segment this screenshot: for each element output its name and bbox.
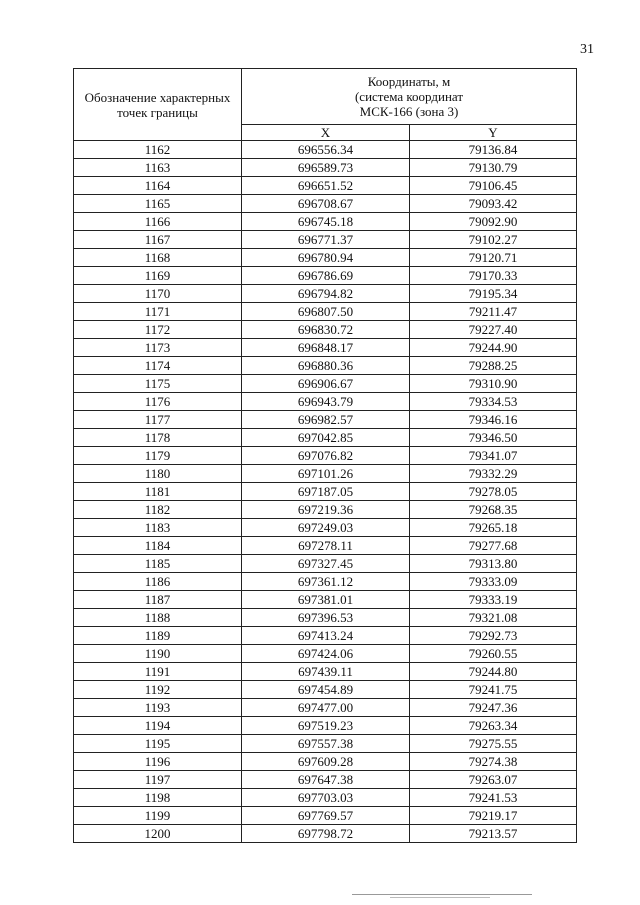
table-row	[74, 321, 577, 339]
table-row	[74, 195, 577, 213]
cell-x: 696794.82	[242, 285, 410, 303]
cell-point: 1180	[74, 465, 242, 483]
table-row	[74, 717, 577, 735]
table-row	[74, 825, 577, 843]
cell-y: 79247.36	[410, 699, 577, 717]
cell-y: 79093.42	[410, 195, 577, 213]
cell-point: 1173	[74, 339, 242, 357]
cell-x: 697477.00	[242, 699, 410, 717]
cell-point: 1164	[74, 177, 242, 195]
table-row	[74, 753, 577, 771]
cell-y: 79213.57	[410, 825, 577, 843]
header-coordinates	[242, 69, 577, 125]
cell-y: 79313.80	[410, 555, 577, 573]
bottom-rule-secondary	[390, 897, 490, 898]
cell-y: 79275.55	[410, 735, 577, 753]
cell-point: 1172	[74, 321, 242, 339]
cell-point: 1162	[74, 141, 242, 159]
cell-point: 1170	[74, 285, 242, 303]
table-row	[74, 249, 577, 267]
coordinates-table	[73, 68, 577, 843]
cell-y: 79346.50	[410, 429, 577, 447]
cell-y: 79333.19	[410, 591, 577, 609]
cell-y: 79219.17	[410, 807, 577, 825]
table-row	[74, 357, 577, 375]
cell-point: 1182	[74, 501, 242, 519]
table-row	[74, 159, 577, 177]
cell-y: 79106.45	[410, 177, 577, 195]
cell-point: 1171	[74, 303, 242, 321]
cell-y: 79346.16	[410, 411, 577, 429]
header-x: X	[242, 124, 410, 140]
table-row	[74, 177, 577, 195]
table-row	[74, 339, 577, 357]
cell-point: 1177	[74, 411, 242, 429]
cell-y: 79268.35	[410, 501, 577, 519]
table-row	[74, 231, 577, 249]
cell-y: 79263.34	[410, 717, 577, 735]
table-row	[74, 591, 577, 609]
table-row	[74, 627, 577, 645]
table-row	[74, 429, 577, 447]
cell-y: 79195.34	[410, 285, 577, 303]
cell-point: 1196	[74, 753, 242, 771]
cell-x: 697769.57	[242, 807, 410, 825]
cell-x: 696830.72	[242, 321, 410, 339]
cell-point: 1174	[74, 357, 242, 375]
cell-point: 1193	[74, 699, 242, 717]
cell-y: 79211.47	[410, 303, 577, 321]
cell-x: 696880.36	[242, 357, 410, 375]
cell-x: 697439.11	[242, 663, 410, 681]
cell-y: 79102.27	[410, 231, 577, 249]
cell-x: 697101.26	[242, 465, 410, 483]
cell-x: 697703.03	[242, 789, 410, 807]
cell-x: 696771.37	[242, 231, 410, 249]
cell-point: 1186	[74, 573, 242, 591]
table-row	[74, 375, 577, 393]
cell-y: 79241.53	[410, 789, 577, 807]
page-number: 31	[580, 42, 594, 57]
cell-x: 696589.73	[242, 159, 410, 177]
cell-y: 79260.55	[410, 645, 577, 663]
cell-point: 1175	[74, 375, 242, 393]
cell-x: 696708.67	[242, 195, 410, 213]
bottom-rule	[352, 894, 532, 895]
header-y: Y	[410, 124, 577, 140]
table-row	[74, 141, 577, 159]
cell-point: 1181	[74, 483, 242, 501]
table-row	[74, 447, 577, 465]
cell-x: 697413.24	[242, 627, 410, 645]
cell-point: 1185	[74, 555, 242, 573]
table-row	[74, 303, 577, 321]
cell-y: 79278.05	[410, 483, 577, 501]
cell-point: 1199	[74, 807, 242, 825]
cell-x: 697187.05	[242, 483, 410, 501]
cell-point: 1167	[74, 231, 242, 249]
cell-y: 79321.08	[410, 609, 577, 627]
cell-x: 697219.36	[242, 501, 410, 519]
cell-x: 697042.85	[242, 429, 410, 447]
cell-point: 1187	[74, 591, 242, 609]
table-row	[74, 537, 577, 555]
table-row	[74, 789, 577, 807]
cell-point: 1183	[74, 519, 242, 537]
cell-x: 697454.89	[242, 681, 410, 699]
cell-y: 79130.79	[410, 159, 577, 177]
header-point-label: Обозначение характерных точек границы	[74, 69, 242, 141]
cell-y: 79333.09	[410, 573, 577, 591]
cell-y: 79274.38	[410, 753, 577, 771]
cell-point: 1197	[74, 771, 242, 789]
cell-x: 697278.11	[242, 537, 410, 555]
table-row	[74, 213, 577, 231]
cell-x: 697381.01	[242, 591, 410, 609]
table-row	[74, 807, 577, 825]
cell-x: 697609.28	[242, 753, 410, 771]
table-body	[74, 141, 577, 843]
cell-y: 79244.80	[410, 663, 577, 681]
header-coords-line2: (система координат	[354, 88, 464, 104]
cell-y: 79244.90	[410, 339, 577, 357]
cell-x: 696943.79	[242, 393, 410, 411]
table-row	[74, 501, 577, 519]
cell-y: 79227.40	[410, 321, 577, 339]
cell-x: 697647.38	[242, 771, 410, 789]
cell-x: 697076.82	[242, 447, 410, 465]
cell-x: 696848.17	[242, 339, 410, 357]
table-row	[74, 609, 577, 627]
cell-x: 697557.38	[242, 735, 410, 753]
cell-y: 79332.29	[410, 465, 577, 483]
cell-x: 696786.69	[242, 267, 410, 285]
cell-x: 696780.94	[242, 249, 410, 267]
cell-x: 696807.50	[242, 303, 410, 321]
cell-point: 1163	[74, 159, 242, 177]
cell-point: 1184	[74, 537, 242, 555]
cell-x: 696556.34	[242, 141, 410, 159]
cell-point: 1198	[74, 789, 242, 807]
cell-point: 1191	[74, 663, 242, 681]
cell-point: 1192	[74, 681, 242, 699]
cell-x: 696906.67	[242, 375, 410, 393]
table-row	[74, 735, 577, 753]
cell-y: 79092.90	[410, 213, 577, 231]
cell-y: 79170.33	[410, 267, 577, 285]
table-row	[74, 465, 577, 483]
table-row	[74, 393, 577, 411]
table-row	[74, 285, 577, 303]
table-row	[74, 411, 577, 429]
cell-y: 79265.18	[410, 519, 577, 537]
table-row	[74, 267, 577, 285]
cell-x: 697361.12	[242, 573, 410, 591]
cell-point: 1178	[74, 429, 242, 447]
table-row	[74, 483, 577, 501]
cell-x: 697519.23	[242, 717, 410, 735]
cell-y: 79334.53	[410, 393, 577, 411]
cell-y: 79277.68	[410, 537, 577, 555]
table-row	[74, 699, 577, 717]
cell-point: 1168	[74, 249, 242, 267]
table-row	[74, 555, 577, 573]
cell-point: 1200	[74, 825, 242, 843]
cell-point: 1176	[74, 393, 242, 411]
cell-point: 1195	[74, 735, 242, 753]
cell-x: 697327.45	[242, 555, 410, 573]
cell-x: 696982.57	[242, 411, 410, 429]
cell-point: 1179	[74, 447, 242, 465]
cell-point: 1188	[74, 609, 242, 627]
cell-y: 79288.25	[410, 357, 577, 375]
cell-point: 1190	[74, 645, 242, 663]
cell-x: 696651.52	[242, 177, 410, 195]
cell-y: 79292.73	[410, 627, 577, 645]
table-row	[74, 663, 577, 681]
cell-y: 79341.07	[410, 447, 577, 465]
cell-y: 79263.07	[410, 771, 577, 789]
cell-x: 697396.53	[242, 609, 410, 627]
cell-y: 79120.71	[410, 249, 577, 267]
cell-point: 1194	[74, 717, 242, 735]
cell-point: 1169	[74, 267, 242, 285]
cell-x: 697249.03	[242, 519, 410, 537]
cell-y: 79136.84	[410, 141, 577, 159]
cell-point: 1189	[74, 627, 242, 645]
header-coords-line3: МСК-166 (зона 3)	[359, 103, 459, 119]
table-row	[74, 645, 577, 663]
cell-x: 696745.18	[242, 213, 410, 231]
cell-point: 1165	[74, 195, 242, 213]
cell-y: 79310.90	[410, 375, 577, 393]
cell-y: 79241.75	[410, 681, 577, 699]
cell-x: 697798.72	[242, 825, 410, 843]
table-row	[74, 771, 577, 789]
table-row	[74, 519, 577, 537]
cell-x: 697424.06	[242, 645, 410, 663]
table-row	[74, 573, 577, 591]
table-row	[74, 681, 577, 699]
header-coords-line1: Координаты, м	[367, 73, 451, 89]
cell-point: 1166	[74, 213, 242, 231]
